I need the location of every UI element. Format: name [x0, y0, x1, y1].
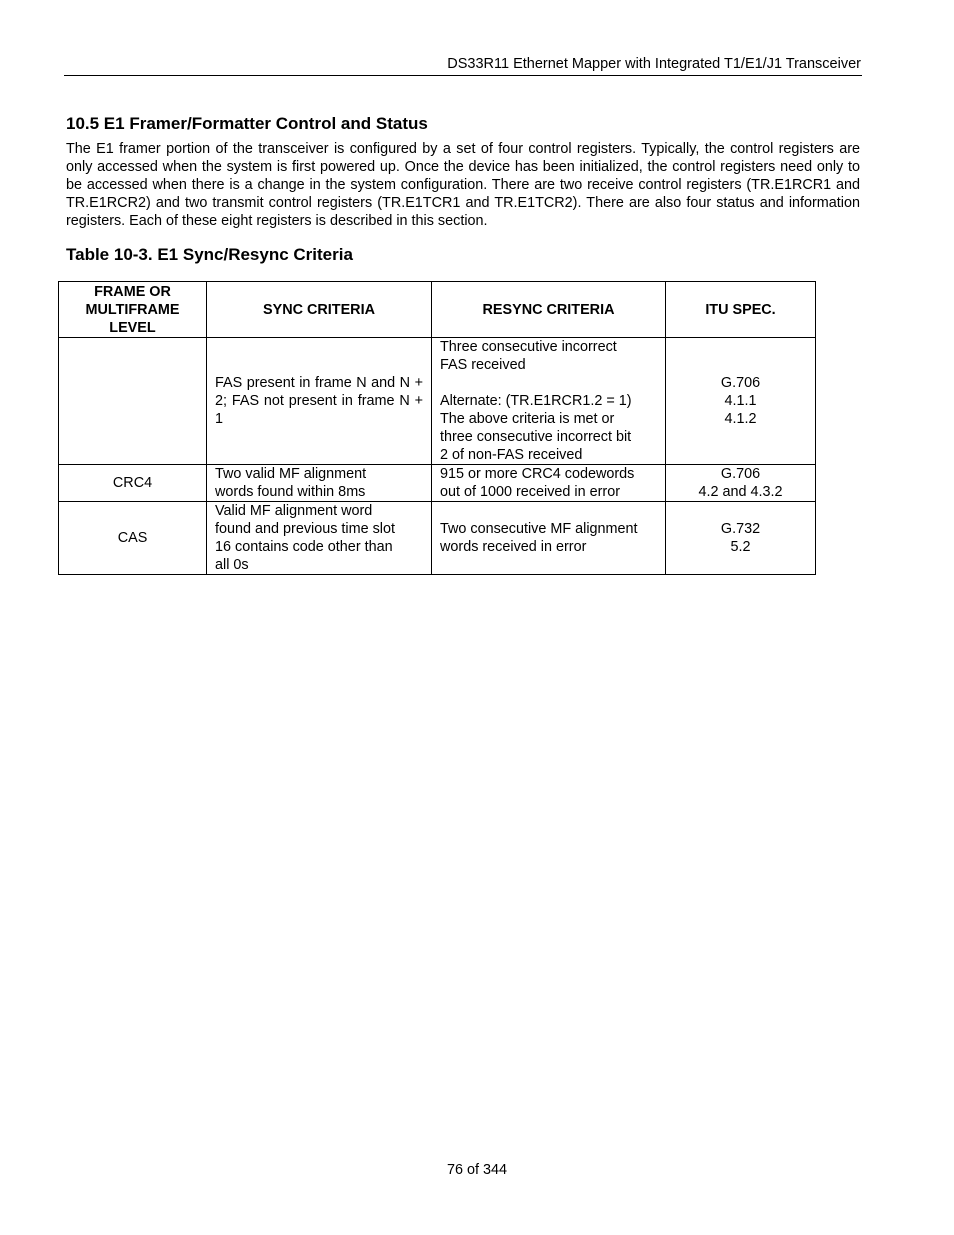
cell-itu — [666, 338, 816, 465]
header-sync-criteria: SYNC CRITERIA — [207, 282, 432, 338]
cell-line: G.706 — [720, 375, 761, 391]
cell-line: three consecutive incorrect bit — [440, 429, 632, 445]
cell-line: all 0s — [215, 557, 249, 573]
cell-line: words found within 8ms — [215, 484, 366, 500]
cell-line: 4.1.2 — [724, 411, 757, 427]
cell-line: Valid MF alignment word — [215, 503, 373, 519]
cell-line: G.732 — [720, 521, 761, 537]
cell-resync — [432, 465, 666, 502]
cell-line: FAS received — [440, 357, 526, 373]
cell-line: Alternate: (TR.E1RCR1.2 = 1) — [440, 393, 632, 409]
header-divider — [64, 75, 862, 76]
cell-line: 16 contains code other than — [215, 539, 393, 555]
cell-line: 2 of non-FAS received — [440, 447, 583, 463]
table-title: Table 10-3. E1 Sync/Resync Criteria — [66, 245, 353, 264]
cell-level: CRC4 — [59, 465, 207, 502]
cell-level — [59, 338, 207, 465]
cell-sync — [207, 502, 432, 575]
running-header: DS33R11 Ethernet Mapper with Integrated T1/E1/J1 Transceiver — [447, 56, 861, 72]
cell-sync: FAS present in frame N and N + 2; FAS not present in frame N + 1 — [207, 338, 432, 465]
header-level-line: MULTIFRAME — [85, 301, 180, 318]
cell-level: CAS — [59, 502, 207, 575]
cell-line: 5.2 — [730, 539, 751, 555]
cell-resync — [432, 338, 666, 465]
cell-line: Three consecutive incorrect — [440, 339, 617, 355]
cell-blank-line — [440, 374, 657, 392]
table-row — [59, 465, 816, 502]
table-header-row — [59, 282, 816, 338]
cell-line: words received in error — [440, 539, 587, 555]
table-row — [59, 338, 816, 465]
header-resync-criteria: RESYNC CRITERIA — [432, 282, 666, 338]
cell-line: Two consecutive MF alignment — [440, 521, 638, 537]
header-level — [59, 282, 207, 338]
cell-line: 4.2 and 4.3.2 — [698, 484, 783, 500]
cell-line: Two valid MF alignment — [215, 466, 367, 482]
cell-line: 915 or more CRC4 codewords — [440, 466, 635, 482]
cell-line: out of 1000 received in error — [440, 484, 620, 500]
cell-sync — [207, 465, 432, 502]
cell-line: 4.1.1 — [724, 393, 757, 409]
header-itu-spec: ITU SPEC. — [666, 282, 816, 338]
cell-line: found and previous time slot — [215, 521, 395, 537]
cell-line: The above criteria is met or — [440, 411, 615, 427]
table-row — [59, 502, 816, 575]
cell-line: G.706 — [720, 466, 761, 482]
cell-itu — [666, 502, 816, 575]
header-level-line: FRAME OR — [94, 283, 171, 300]
section-heading: 10.5 E1 Framer/Formatter Control and Status — [66, 114, 428, 133]
header-level-line: LEVEL — [109, 319, 156, 336]
intro-paragraph: The E1 framer portion of the transceiver is configured by a set of four control registers. Typically, the control registers are only accessed when the system is first powered up. Once the device has been initialized, the control registers need only to be accessed when there is a change in the system configuration. There are two receive control registers (TR.E1RCR1 and TR.E1RCR2) and two transmit control registers (TR.E1TCR1 and TR.E1TCR2). There are also four status and information registers. Each of these eight registers is described in this section. — [66, 141, 860, 229]
cell-itu — [666, 465, 816, 502]
sync-criteria-table — [58, 281, 816, 575]
page-number: 76 of 344 — [446, 1162, 507, 1178]
cell-resync — [432, 502, 666, 575]
